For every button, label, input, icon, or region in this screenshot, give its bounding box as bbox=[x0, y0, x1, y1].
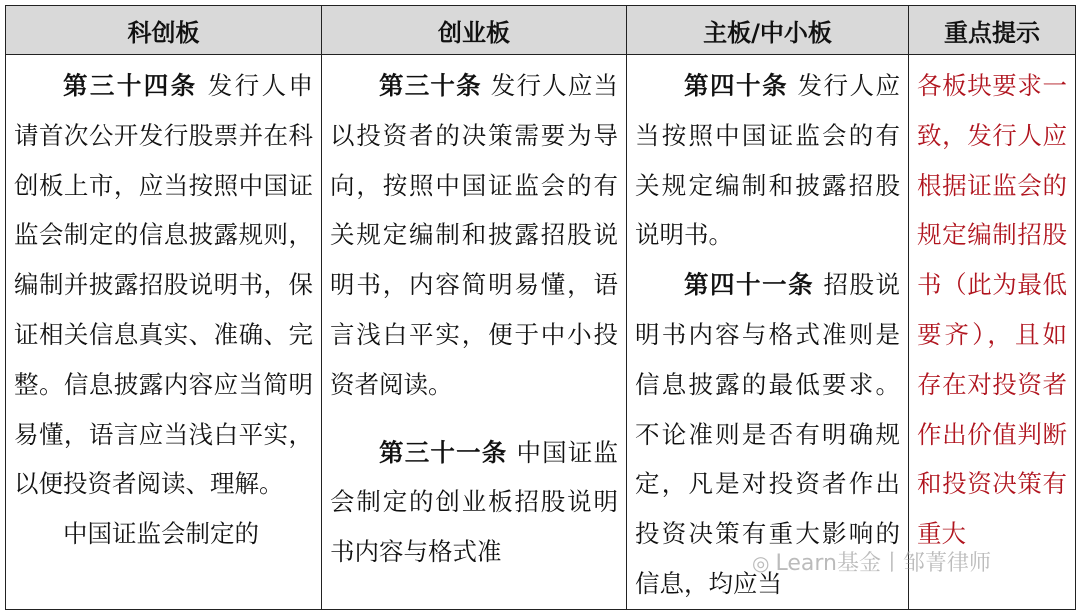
article-number: 第三十一条 bbox=[379, 437, 508, 467]
chinext-cell bbox=[322, 55, 627, 610]
article-number: 第三十四条 bbox=[63, 71, 198, 100]
wechat-icon: ◎ bbox=[752, 551, 770, 575]
article-text: 发行人应当以投资者的决策需要为导向，按照中国证监会的有关规定编制和披露招股说明书，内容简明易懂，语言浅白平实，便于中小投资者阅读。 bbox=[330, 71, 619, 399]
header-star-market: 科创板 bbox=[6, 6, 322, 55]
article-paragraph bbox=[14, 61, 313, 509]
article-paragraph bbox=[330, 61, 618, 410]
article-number: 第四十一条 bbox=[684, 270, 815, 300]
article-text: 中国证监会制定的 bbox=[63, 519, 259, 549]
article-paragraph bbox=[14, 509, 313, 559]
watermark-text: Learn基金丨邹菁律师 bbox=[775, 551, 991, 576]
header-chinext: 创业板 bbox=[322, 6, 627, 55]
content-row bbox=[6, 55, 1076, 610]
header-key-tips: 重点提示 bbox=[909, 6, 1076, 55]
article-text: 中国证监会制定的创业板招股说明书内容与格式准 bbox=[330, 437, 619, 567]
article-paragraph bbox=[635, 61, 900, 260]
comparison-table bbox=[5, 5, 1076, 610]
main-board-cell bbox=[627, 55, 909, 610]
key-tips-cell bbox=[909, 55, 1076, 610]
header-row bbox=[6, 6, 1076, 55]
article-number: 第四十条 bbox=[684, 71, 789, 100]
star-market-cell bbox=[6, 55, 322, 610]
header-main-board: 主板/中小板 bbox=[627, 6, 909, 55]
tip-text: 各板块要求一致，发行人应根据证监会的规定编制招股书（此为最低要齐），且如存在对投资者作出价值判断和投资决策有重大 bbox=[917, 71, 1067, 549]
article-text: 招股说明书内容与格式准则是信息披露的最低要求。不论准则是否有明确规定，凡是对投资者作出投资决策有重大影响的信息，均应当 bbox=[635, 270, 901, 598]
article-number: 第三十条 bbox=[379, 71, 482, 100]
article-text: 发行人应当按照中国证监会的有关规定编制和披露招股说明书。 bbox=[635, 71, 901, 250]
article-text: 发行人申请首次公开发行股票并在科创板上市，应当按照中国证监会制定的信息披露规则，编制并披露招股说明书，保证相关信息真实、准确、完整。信息披露内容应当简明易懂，语言应当浅白平实，以便投资者阅读、理解。 bbox=[14, 71, 313, 499]
article-paragraph bbox=[330, 428, 618, 577]
wechat-watermark bbox=[752, 546, 991, 577]
